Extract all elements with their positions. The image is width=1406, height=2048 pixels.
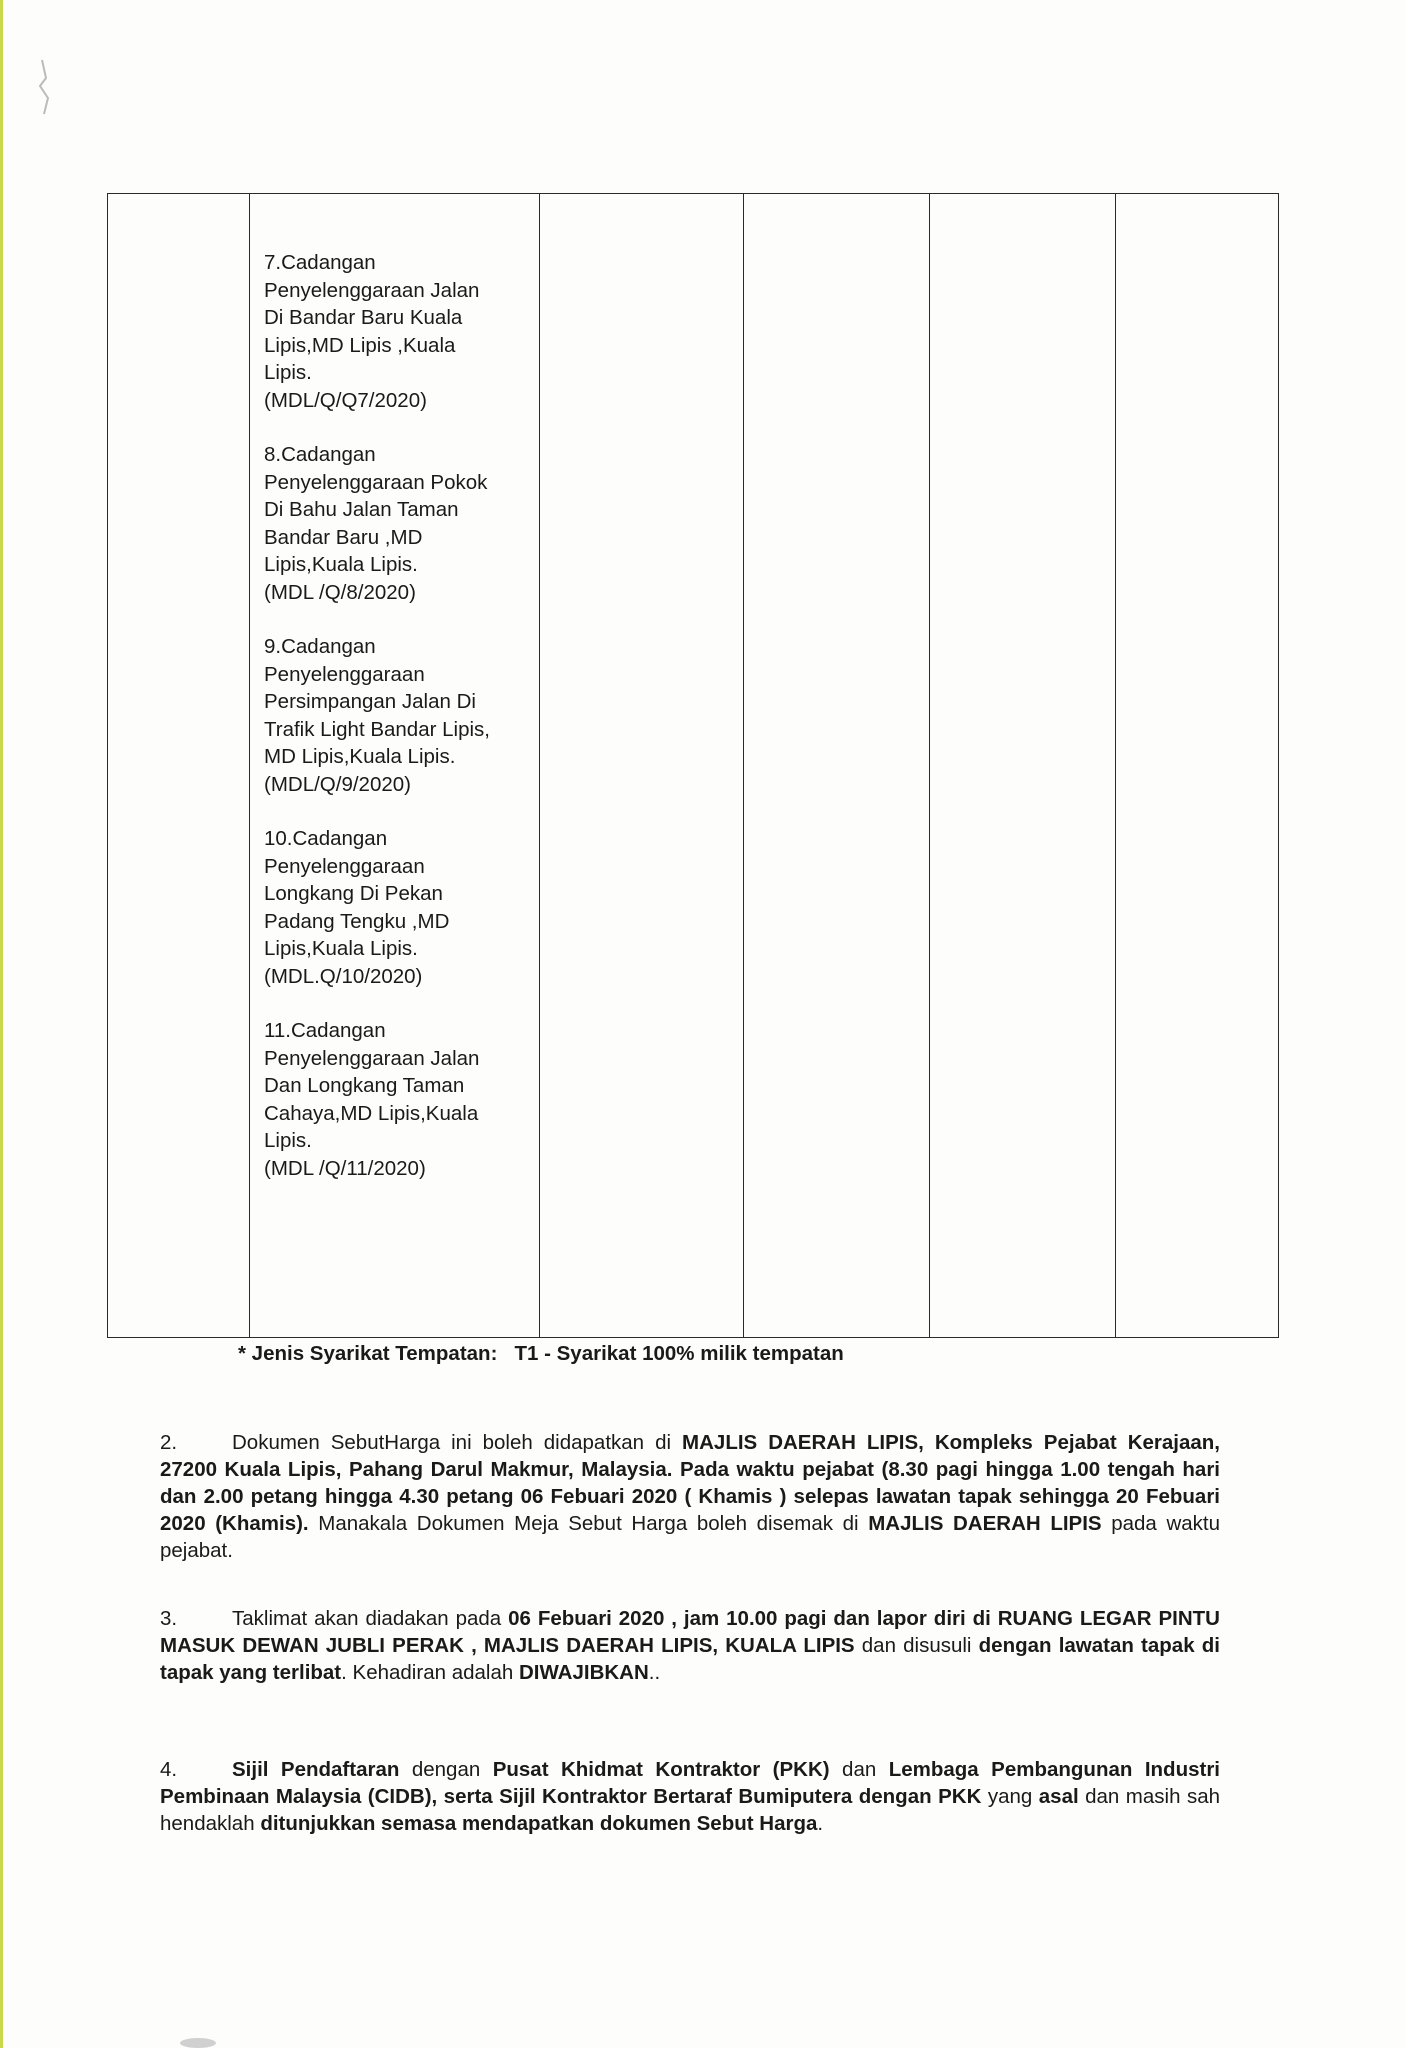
list-item-line: (MDL /Q/11/2020)	[264, 1156, 426, 1180]
list-item-line: 9.Cadangan	[264, 635, 376, 658]
list-item-line: 8.Cadangan	[264, 443, 376, 466]
paragraph-number: 2.	[160, 1431, 178, 1454]
items-table	[107, 193, 1279, 1338]
paragraph-bold-text: Lembaga Pembangunan Industri Pembinaan Malaysia (CIDB), serta Sijil Kontraktor Bertaraf Bumiputera dengan PKK	[160, 1758, 1220, 1808]
list-item	[264, 633, 539, 798]
list-item-line: Longkang Di Pekan	[264, 882, 443, 905]
list-item-line: Lipis,MD Lipis ,Kuala	[264, 333, 456, 357]
list-item-line: Di Bandar Baru Kuala	[264, 306, 463, 329]
table-cell-empty	[744, 194, 930, 1338]
paragraph-text: dan	[829, 1758, 889, 1781]
list-item-line: Penyelenggaraan Jalan	[264, 1046, 480, 1070]
list-item-line: Persimpangan Jalan Di	[264, 690, 476, 713]
table-cell-empty	[930, 194, 1116, 1338]
list-item-line: Lipis.	[264, 361, 312, 384]
table-cell-description	[250, 194, 540, 1338]
paragraph-3	[160, 1605, 1220, 1686]
scan-speck-icon	[32, 58, 60, 118]
paragraph-text: Dokumen SebutHarga ini boleh didapatkan di	[232, 1431, 683, 1454]
paragraph-text: ..	[648, 1661, 661, 1684]
paragraph-text: . Kehadiran adalah	[341, 1661, 519, 1684]
table-cell-number	[108, 194, 250, 1338]
table-cell-empty	[540, 194, 744, 1338]
paragraph-text: dan masih sah hendaklah	[160, 1785, 1220, 1835]
paragraph-bold-text: Pusat Khidmat Kontraktor (PKK)	[492, 1758, 830, 1781]
list-item-line: (MDL.Q/10/2020)	[264, 964, 423, 988]
list-item-line: Lipis,Kuala Lipis.	[264, 553, 418, 576]
paragraph-bold-text: DIWAJIBKAN	[518, 1661, 649, 1684]
paragraph-bold-text: ditunjukkan semasa mendapatkan dokumen Sebut Harga	[260, 1812, 818, 1835]
list-item-line: Penyelenggaraan Jalan	[264, 278, 480, 302]
paragraph-bold-text: dengan lawatan tapak di tapak yang terlibat	[160, 1634, 1220, 1684]
list-item-line: Lipis,Kuala Lipis.	[264, 937, 418, 960]
page-edge	[0, 0, 3, 2048]
paragraph-bold-text: MAJLIS DAERAH LIPIS	[868, 1512, 1102, 1535]
paragraph-bold-text: asal	[1038, 1785, 1079, 1808]
paragraph-text: Manakala Dokumen Meja Sebut Harga boleh disemak di	[308, 1512, 869, 1535]
list-item	[264, 825, 539, 990]
list-item-line: Cahaya,MD Lipis,Kuala	[264, 1101, 479, 1125]
list-item-line: Lipis.	[264, 1129, 312, 1152]
list-item	[264, 441, 539, 606]
list-item-line: Penyelenggaraan	[264, 662, 425, 686]
paragraph-2	[160, 1429, 1220, 1564]
paragraph-bold-text: Sijil Pendaftaran	[232, 1758, 400, 1781]
list-item-line: MD Lipis,Kuala Lipis.	[264, 745, 456, 768]
list-item-line: Di Bahu Jalan Taman	[264, 498, 459, 521]
list-item-line: 11.Cadangan	[264, 1019, 386, 1042]
paragraph-bold-text: MAJLIS DAERAH LIPIS, Kompleks Pejabat Kerajaan, 27200 Kuala Lipis, Pahang Darul Makmur, Malaysia. Pada waktu pejabat (8.30 pagi hingga 1.00 tengah hari dan 2.00 petang hingga 4.30 petang 06 Febuari 2020 ( Khamis ) selepas lawatan tapak sehingga 20 Febuari 2020 (Khamis).	[160, 1431, 1221, 1535]
scan-mark	[180, 2038, 216, 2048]
list-item-line: Penyelenggaraan Pokok	[264, 470, 488, 494]
paragraph-bold-text: 06 Febuari 2020 , jam 10.00 pagi dan lapor diri di RUANG LEGAR PINTU MASUK DEWAN JUBLI PERAK , MAJLIS DAERAH LIPIS, KUALA LIPIS	[160, 1607, 1220, 1657]
paragraph-text: dengan	[399, 1758, 493, 1781]
paragraph-text: yang	[981, 1785, 1039, 1808]
paragraph-number: 4.	[160, 1758, 178, 1781]
paragraph-number: 3.	[160, 1607, 178, 1630]
paragraph-text: dan disusuli	[854, 1634, 979, 1657]
list-item-line: Trafik Light Bandar Lipis,	[264, 717, 490, 741]
paragraph-text: .	[817, 1812, 824, 1835]
list-item-line: Dan Longkang Taman	[264, 1074, 465, 1097]
list-item-line: Bandar Baru ,MD	[264, 525, 423, 549]
company-type-footnote: * Jenis Syarikat Tempatan: T1 - Syarikat 100% milik tempatan	[238, 1342, 844, 1365]
list-item-line: (MDL /Q/8/2020)	[264, 580, 416, 604]
item-list	[250, 194, 539, 1182]
list-item-line: 10.Cadangan	[264, 827, 388, 850]
paragraph-4	[160, 1756, 1220, 1837]
list-item-line: Padang Tengku ,MD	[264, 909, 450, 933]
list-item	[264, 1017, 539, 1182]
list-item-line: (MDL/Q/9/2020)	[264, 772, 411, 796]
list-item	[264, 249, 539, 414]
table-cell-empty	[1116, 194, 1279, 1338]
paragraph-text: Taklimat akan diadakan pada	[232, 1607, 509, 1630]
list-item-line: Penyelenggaraan	[264, 854, 425, 878]
list-item-line: (MDL/Q/Q7/2020)	[264, 388, 427, 412]
list-item-line: 7.Cadangan	[264, 251, 376, 274]
paragraph-text: pada waktu pejabat.	[160, 1512, 1221, 1562]
